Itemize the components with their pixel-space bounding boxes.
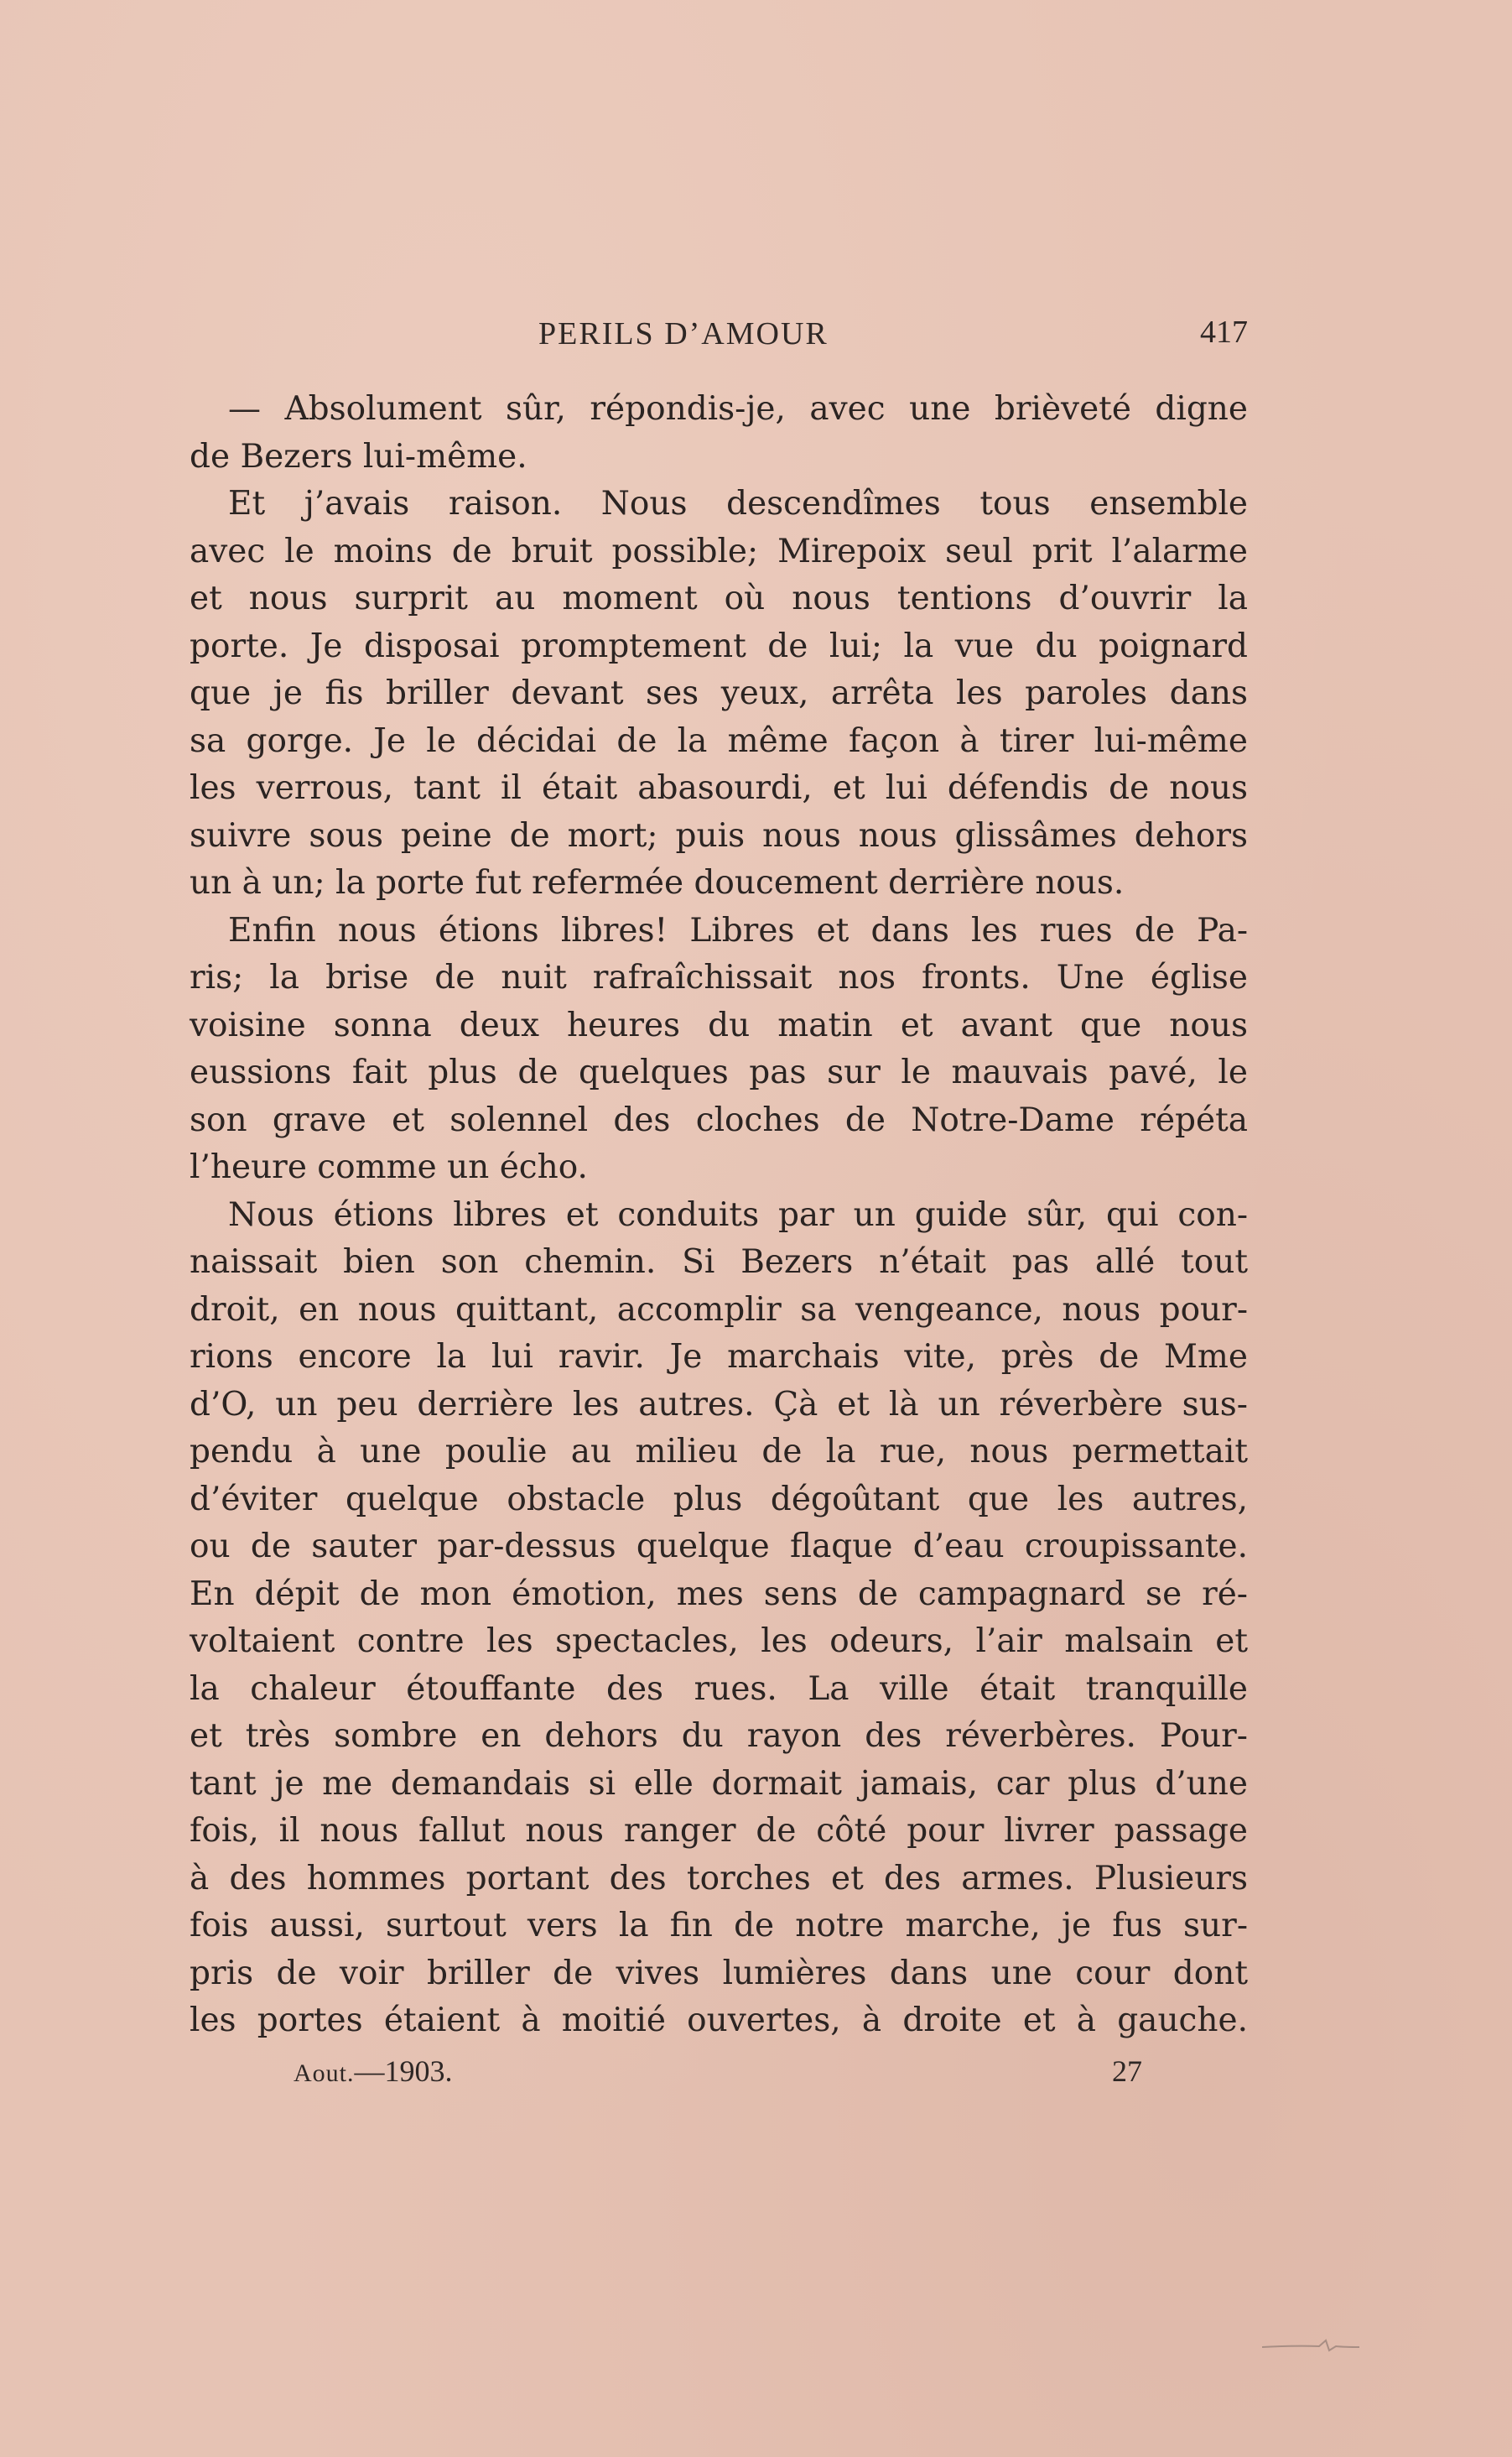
signature-month: Aout.	[294, 2059, 355, 2087]
text-line: ris; la brise de nuit rafraîchissait nos fronts. Une église	[190, 959, 1248, 997]
text-line: naissait bien son chemin. Si Bezers n’était pas allé tout	[190, 1243, 1248, 1281]
paragraph	[190, 908, 1248, 1192]
text-line: pendu à une poulie au milieu de la rue, nous permettait	[190, 1433, 1248, 1471]
text-line: un à un; la porte fut refermée doucement derrière nous.	[190, 864, 1125, 902]
sheet-number: 27	[1112, 2054, 1142, 2088]
text-line: voltaient contre les spectacles, les odeurs, l’air malsain et	[190, 1622, 1248, 1660]
text-line: En dépit de mon émotion, mes sens de campagnard se ré-	[190, 1575, 1248, 1613]
text-line: tant je me demandais si elle dormait jamais, car plus d’une	[190, 1764, 1248, 1803]
text-line: ou de sauter par-dessus quelque flaque d’eau croupissante.	[190, 1528, 1248, 1565]
text-line: eussions fait plus de quelques pas sur le mauvais pavé, le	[190, 1054, 1248, 1091]
text-line: d’éviter quelque obstacle plus dégoûtant que les autres,	[190, 1480, 1248, 1518]
text-line: sa gorge. Je le décidai de la même façon à tirer lui-même	[190, 721, 1248, 760]
text-line: suivre sous peine de mort; puis nous nous glissâmes dehors	[190, 816, 1248, 855]
text-line: rions encore la lui ravir. Je marchais vite, près de Mme	[190, 1338, 1248, 1376]
text-line: Enfin nous étions libres! Libres et dans les rues de Pa-	[228, 911, 1248, 950]
text-line: pris de voir briller de vives lumières dans une cour dont	[190, 1954, 1248, 1992]
ink-smudge-mark	[1260, 2332, 1361, 2357]
text-line: fois, il nous fallut nous ranger de côté pour livrer passage	[190, 1812, 1248, 1850]
text-line: et très sombre en dehors du rayon des réverbères. Pour-	[190, 1717, 1248, 1755]
body-text	[190, 386, 1248, 2045]
text-line: que je fis briller devant ses yeux, arrêta les paroles dans	[190, 674, 1248, 712]
text-line: fois aussi, surtout vers la fin de notre marche, je fus sur-	[190, 1907, 1248, 1944]
text-line: de Bezers lui-même.	[190, 437, 527, 476]
text-line: son grave et solennel des cloches de Notre-Dame répéta	[190, 1101, 1248, 1139]
signature-year: —1903.	[354, 2054, 453, 2088]
text-line: Et j’avais raison. Nous descendîmes tous ensemble	[228, 485, 1248, 523]
signature-mark	[294, 2054, 453, 2089]
page-header	[190, 309, 1248, 359]
page-footer	[190, 2054, 1248, 2095]
text-line: droit, en nous quittant, accomplir sa vengeance, nous pour-	[190, 1290, 1248, 1329]
text-line: les verrous, tant il était abasourdi, et lui défendis de nous	[190, 769, 1248, 807]
page-number: 417	[1200, 315, 1248, 350]
text-line: — Absolument sûr, répondis-je, avec une brièveté digne	[228, 390, 1248, 428]
text-line: porte. Je disposai promptement de lui; la vue du poignard	[190, 627, 1248, 665]
text-line: la chaleur étouffante des rues. La ville était tranquille	[190, 1669, 1248, 1708]
text-line: à des hommes portant des torches et des armes. Plusieurs	[190, 1859, 1248, 1897]
running-title: PERILS D’AMOUR	[538, 316, 829, 351]
paragraph	[190, 386, 1248, 481]
paragraph	[190, 481, 1248, 908]
text-line: les portes étaient à moitié ouvertes, à droite et à gauche.	[190, 2002, 1248, 2039]
text-line: et nous surprit au moment où nous tentions d’ouvrir la	[190, 580, 1248, 617]
text-line: voisine sonna deux heures du matin et avant que nous	[190, 1006, 1248, 1044]
paragraph	[190, 1192, 1248, 2045]
text-line: l’heure comme un écho.	[190, 1148, 588, 1186]
text-line: avec le moins de bruit possible; Mirepoix seul prit l’alarme	[190, 532, 1248, 570]
text-line: Nous étions libres et conduits par un guide sûr, qui con-	[228, 1195, 1248, 1234]
text-line: d’O, un peu derrière les autres. Çà et là un réverbère sus-	[190, 1385, 1248, 1424]
